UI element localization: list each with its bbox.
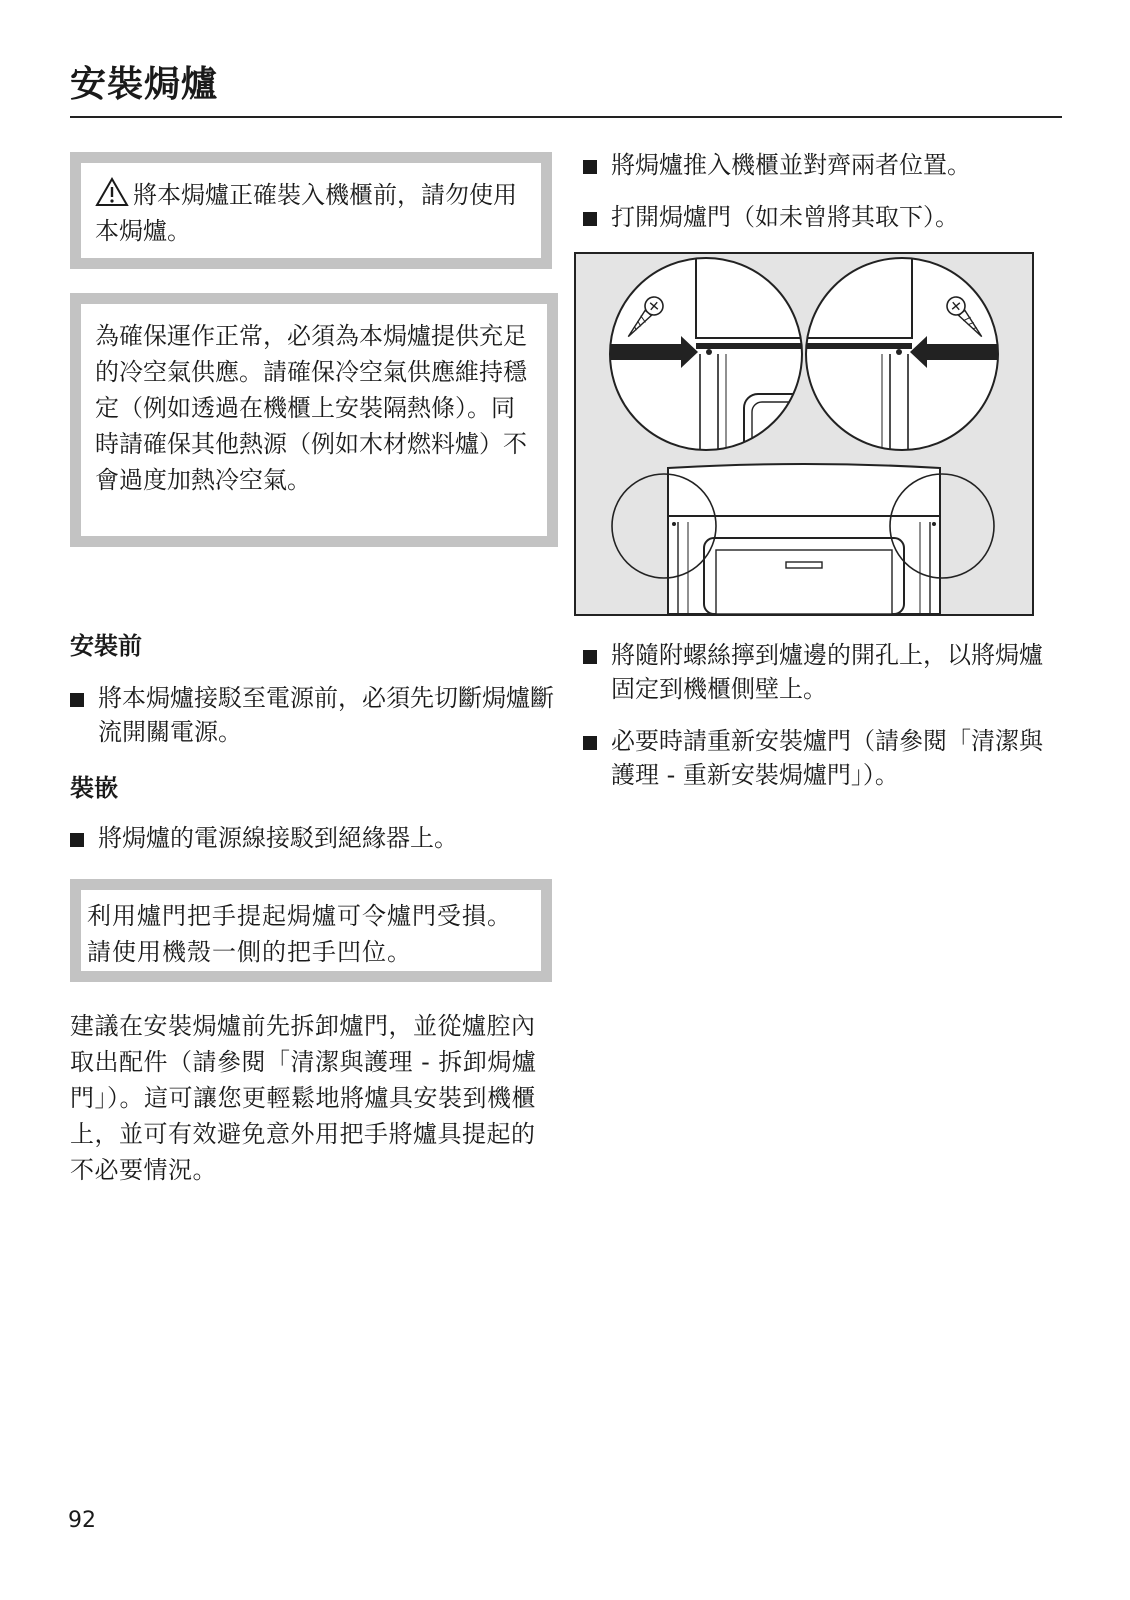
oven-front-view xyxy=(612,464,994,614)
page-title: 安裝焗爐 xyxy=(70,64,219,105)
title-divider xyxy=(70,116,1062,118)
step-push-oven-bullet: 將焗爐推入機櫃並對齊兩者位置。 xyxy=(583,148,1063,182)
installation-bullet: 將焗爐的電源線接駁到絕緣器上。 xyxy=(70,821,556,855)
step-open-door-bullet: 打開焗爐門（如未曾將其取下）。 xyxy=(583,200,1063,234)
note-text: 利用爐門把手提起焗爐可令爐門受損。請使用機殼一側的把手凹位。 xyxy=(87,902,512,966)
page-number: 92 xyxy=(68,1508,96,1533)
warning-box xyxy=(70,152,552,269)
installation-illustration xyxy=(574,252,1034,616)
before-installation-heading: 安裝前 xyxy=(70,632,142,660)
step-refit-door-bullet: 必要時請重新安裝爐門（請參閱「清潔與護理 - 重新安裝焗爐門」）。 xyxy=(583,724,1063,792)
step-fix-screws-bullet: 將隨附螺絲擰到爐邊的開孔上，以將焗爐固定到機櫃側壁上。 xyxy=(583,638,1063,706)
before-installation-bullet: 將本焗爐接駁至電源前，必須先切斷焗爐斷流開關電源。 xyxy=(70,681,556,749)
recommendation-paragraph: 建議在安裝焗爐前先拆卸爐門，並從爐腔內取出配件（請參閱「清潔與護理 - 拆卸焗爐門」）。這可讓您更輕鬆地將爐具安裝到機櫃上，並可有效避免意外用把手將爐具提起的不必要情況。 xyxy=(70,1012,537,1184)
right-detail-circle xyxy=(802,254,1002,454)
warning-triangle-icon xyxy=(95,177,129,207)
left-column xyxy=(70,152,556,1188)
right-column xyxy=(583,148,1063,810)
installation-heading: 裝嵌 xyxy=(70,774,118,802)
oven-screw-diagram xyxy=(576,254,1032,614)
note-box xyxy=(70,879,552,982)
info-box xyxy=(70,293,558,547)
warning-text: 將本焗爐正確裝入機櫃前，請勿使用本焗爐。 xyxy=(95,181,517,245)
info-text: 為確保運作正常，必須為本焗爐提供充足的冷空氣供應。請確保冷空氣供應維持穩定（例如透過在機櫃上安裝隔熱條）。同時請確保其他熱源（例如木材燃料爐）不會過度加熱冷空氣。 xyxy=(95,322,527,494)
